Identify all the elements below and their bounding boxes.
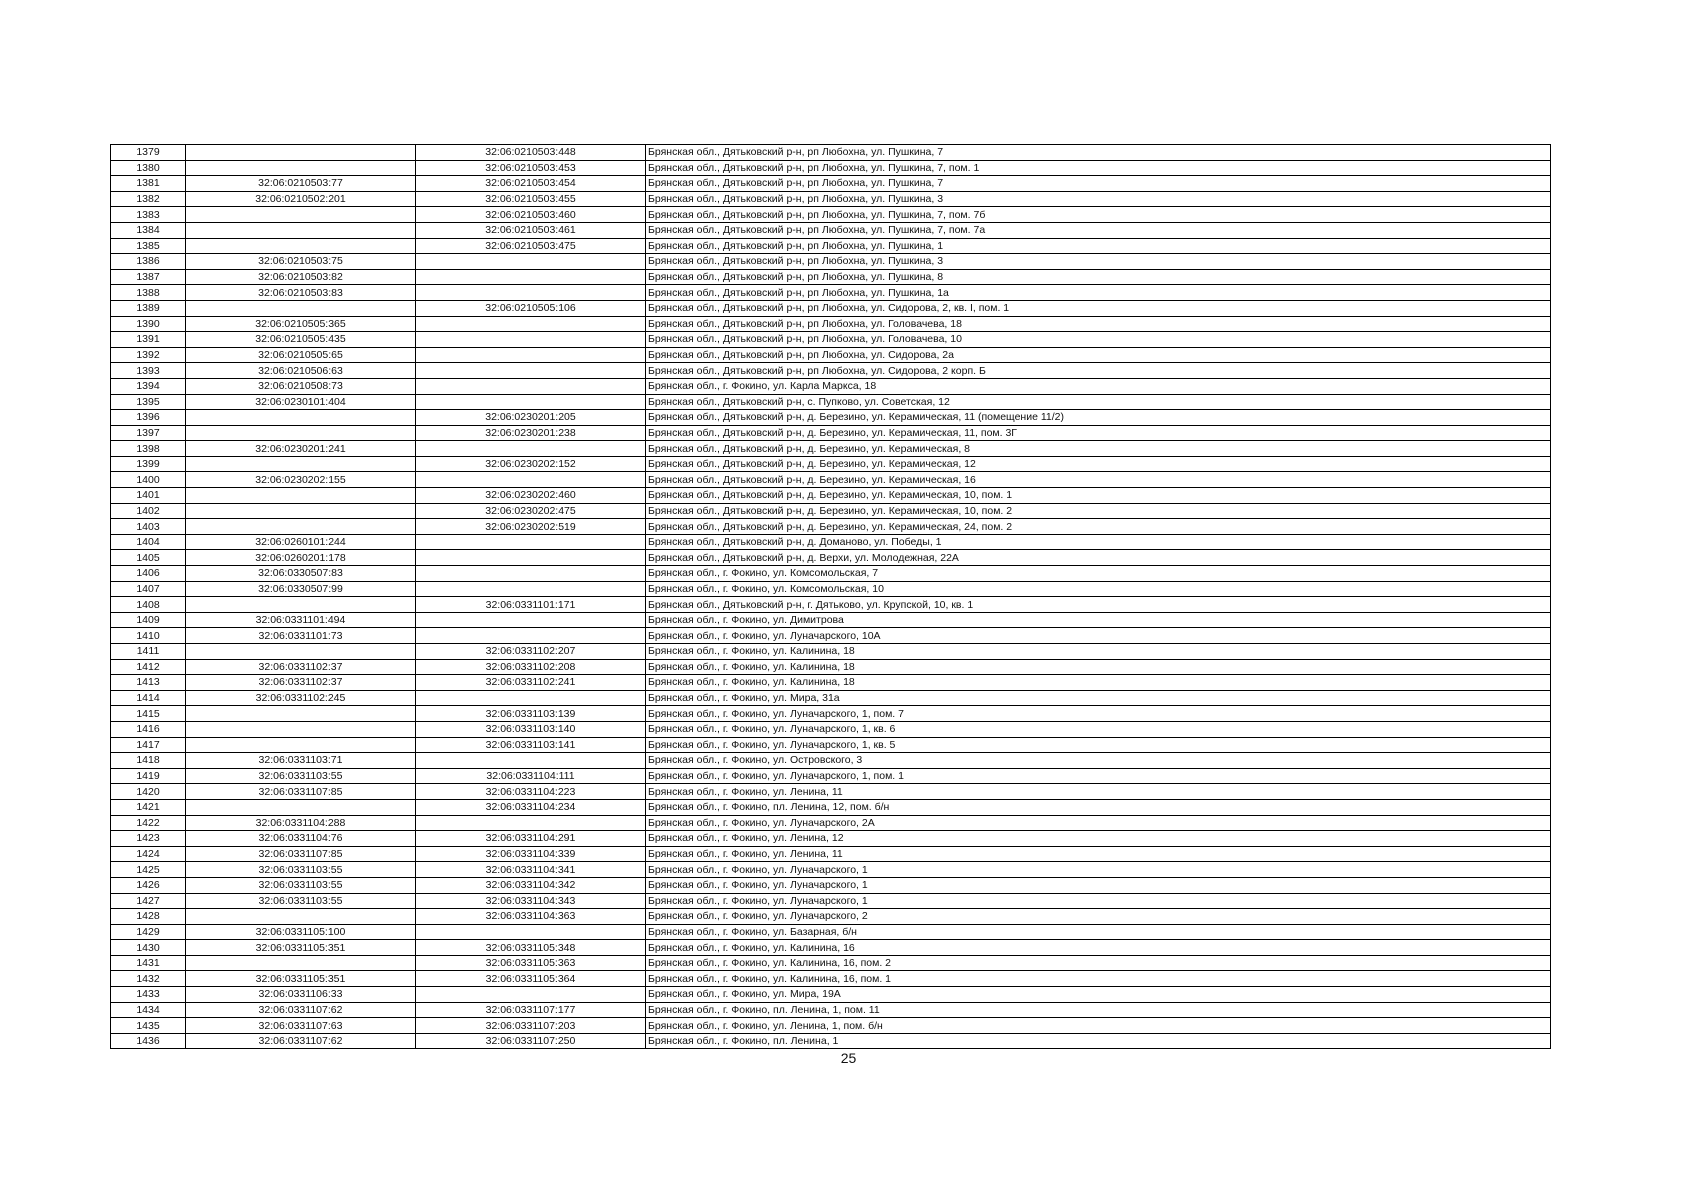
row-number-cell: 1386 [111, 254, 186, 270]
land-cadastral-number-cell [186, 425, 416, 441]
land-cadastral-number-cell: 32:06:0210506:63 [186, 363, 416, 379]
land-cadastral-number-cell: 32:06:0331107:63 [186, 1018, 416, 1034]
row-number-cell: 1411 [111, 644, 186, 660]
building-cadastral-number-cell: 32:06:0331105:363 [416, 955, 646, 971]
row-number-cell: 1388 [111, 285, 186, 301]
table-row [111, 971, 1551, 987]
land-cadastral-number-cell: 32:06:0230101:404 [186, 394, 416, 410]
table-row [111, 285, 1551, 301]
address-cell: Брянская обл., г. Фокино, ул. Калинина, 18 [646, 675, 1551, 691]
address-cell: Брянская обл., Дятьковский р-н, рп Любохна, ул. Пушкина, 3 [646, 254, 1551, 270]
address-cell: Брянская обл., Дятьковский р-н, рп Любохна, ул. Сидорова, 2, кв. I, пом. 1 [646, 300, 1551, 316]
row-number-cell: 1383 [111, 207, 186, 223]
building-cadastral-number-cell: 32:06:0210505:106 [416, 300, 646, 316]
land-cadastral-number-cell: 32:06:0331105:351 [186, 940, 416, 956]
building-cadastral-number-cell [416, 612, 646, 628]
table-row [111, 503, 1551, 519]
row-number-cell: 1396 [111, 410, 186, 426]
table-row [111, 815, 1551, 831]
address-cell: Брянская обл., г. Фокино, ул. Димитрова [646, 612, 1551, 628]
address-cell: Брянская обл., г. Фокино, пл. Ленина, 12, пом. б/н [646, 799, 1551, 815]
building-cadastral-number-cell: 32:06:0331104:111 [416, 768, 646, 784]
address-cell: Брянская обл., г. Фокино, ул. Луначарского, 1 [646, 862, 1551, 878]
building-cadastral-number-cell [416, 378, 646, 394]
building-cadastral-number-cell: 32:06:0331104:363 [416, 909, 646, 925]
address-cell: Брянская обл., г. Фокино, ул. Калинина, 16 [646, 940, 1551, 956]
table-row [111, 706, 1551, 722]
table-row [111, 534, 1551, 550]
table-row [111, 987, 1551, 1003]
table-row [111, 222, 1551, 238]
building-cadastral-number-cell [416, 987, 646, 1003]
table-row [111, 145, 1551, 161]
address-cell: Брянская обл., Дятьковский р-н, рп Любохна, ул. Пушкина, 1а [646, 285, 1551, 301]
row-number-cell: 1418 [111, 753, 186, 769]
land-cadastral-number-cell: 32:06:0260201:178 [186, 550, 416, 566]
land-cadastral-number-cell: 32:06:0331102:245 [186, 690, 416, 706]
building-cadastral-number-cell [416, 441, 646, 457]
row-number-cell: 1409 [111, 612, 186, 628]
building-cadastral-number-cell [416, 534, 646, 550]
land-cadastral-number-cell: 32:06:0331107:85 [186, 846, 416, 862]
table-row [111, 1033, 1551, 1049]
address-cell: Брянская обл., Дятьковский р-н, д. Березино, ул. Керамическая, 12 [646, 456, 1551, 472]
address-cell: Брянская обл., г. Фокино, ул. Луначарского, 2А [646, 815, 1551, 831]
building-cadastral-number-cell: 32:06:0210503:448 [416, 145, 646, 161]
table-row [111, 566, 1551, 582]
land-cadastral-number-cell [186, 597, 416, 613]
row-number-cell: 1423 [111, 831, 186, 847]
row-number-cell: 1426 [111, 877, 186, 893]
building-cadastral-number-cell [416, 566, 646, 582]
table-row [111, 628, 1551, 644]
row-number-cell: 1384 [111, 222, 186, 238]
row-number-cell: 1382 [111, 191, 186, 207]
table-row [111, 1002, 1551, 1018]
land-cadastral-number-cell: 32:06:0331104:288 [186, 815, 416, 831]
address-cell: Брянская обл., г. Фокино, ул. Ленина, 12 [646, 831, 1551, 847]
building-cadastral-number-cell [416, 394, 646, 410]
address-cell: Брянская обл., Дятьковский р-н, рп Любохна, ул. Пушкина, 8 [646, 269, 1551, 285]
land-cadastral-number-cell [186, 456, 416, 472]
building-cadastral-number-cell [416, 363, 646, 379]
land-cadastral-number-cell: 32:06:0331106:33 [186, 987, 416, 1003]
address-cell: Брянская обл., Дятьковский р-н, д. Березино, ул. Керамическая, 24, пом. 2 [646, 519, 1551, 535]
table-row [111, 784, 1551, 800]
address-cell: Брянская обл., г. Фокино, ул. Калинина, 16, пом. 2 [646, 955, 1551, 971]
building-cadastral-number-cell [416, 347, 646, 363]
address-cell: Брянская обл., г. Фокино, ул. Ленина, 1, пом. б/н [646, 1018, 1551, 1034]
address-cell: Брянская обл., г. Фокино, ул. Луначарского, 2 [646, 909, 1551, 925]
land-cadastral-number-cell: 32:06:0331103:55 [186, 768, 416, 784]
row-number-cell: 1392 [111, 347, 186, 363]
row-number-cell: 1397 [111, 425, 186, 441]
building-cadastral-number-cell [416, 285, 646, 301]
building-cadastral-number-cell: 32:06:0331102:208 [416, 659, 646, 675]
table-row [111, 831, 1551, 847]
land-cadastral-number-cell [186, 737, 416, 753]
land-cadastral-number-cell [186, 207, 416, 223]
table-row [111, 176, 1551, 192]
land-cadastral-number-cell: 32:06:0230201:241 [186, 441, 416, 457]
address-cell: Брянская обл., г. Фокино, ул. Луначарского, 1 [646, 877, 1551, 893]
address-cell: Брянская обл., г. Фокино, ул. Мира, 19А [646, 987, 1551, 1003]
table-row [111, 893, 1551, 909]
land-cadastral-number-cell [186, 488, 416, 504]
row-number-cell: 1389 [111, 300, 186, 316]
building-cadastral-number-cell [416, 332, 646, 348]
address-cell: Брянская обл., Дятьковский р-н, рп Любохна, ул. Сидорова, 2а [646, 347, 1551, 363]
building-cadastral-number-cell [416, 316, 646, 332]
address-cell: Брянская обл., г. Фокино, ул. Луначарского, 1 [646, 893, 1551, 909]
building-cadastral-number-cell [416, 254, 646, 270]
address-cell: Брянская обл., г. Фокино, ул. Луначарского, 1, кв. 6 [646, 721, 1551, 737]
building-cadastral-number-cell: 32:06:0331104:339 [416, 846, 646, 862]
table-row [111, 519, 1551, 535]
row-number-cell: 1385 [111, 238, 186, 254]
building-cadastral-number-cell: 32:06:0230202:519 [416, 519, 646, 535]
address-cell: Брянская обл., Дятьковский р-н, д. Березино, ул. Керамическая, 8 [646, 441, 1551, 457]
land-cadastral-number-cell: 32:06:0331101:73 [186, 628, 416, 644]
address-cell: Брянская обл., Дятьковский р-н, рп Любохна, ул. Пушкина, 7 [646, 176, 1551, 192]
row-number-cell: 1402 [111, 503, 186, 519]
building-cadastral-number-cell: 32:06:0210503:461 [416, 222, 646, 238]
address-cell: Брянская обл., Дятьковский р-н, рп Любохна, ул. Пушкина, 7, пом. 7б [646, 207, 1551, 223]
row-number-cell: 1421 [111, 799, 186, 815]
building-cadastral-number-cell [416, 269, 646, 285]
building-cadastral-number-cell: 32:06:0331104:342 [416, 877, 646, 893]
table-row [111, 644, 1551, 660]
building-cadastral-number-cell: 32:06:0210503:455 [416, 191, 646, 207]
building-cadastral-number-cell: 32:06:0331105:348 [416, 940, 646, 956]
address-cell: Брянская обл., Дятьковский р-н, д. Березино, ул. Керамическая, 10, пом. 2 [646, 503, 1551, 519]
row-number-cell: 1415 [111, 706, 186, 722]
land-cadastral-number-cell: 32:06:0260101:244 [186, 534, 416, 550]
land-cadastral-number-cell: 32:06:0210503:83 [186, 285, 416, 301]
land-cadastral-number-cell: 32:06:0331107:85 [186, 784, 416, 800]
address-cell: Брянская обл., Дятьковский р-н, д. Доманово, ул. Победы, 1 [646, 534, 1551, 550]
table-row [111, 363, 1551, 379]
address-cell: Брянская обл., г. Фокино, ул. Ленина, 11 [646, 784, 1551, 800]
land-cadastral-number-cell: 32:06:0331101:494 [186, 612, 416, 628]
address-cell: Брянская обл., Дятьковский р-н, д. Березино, ул. Керамическая, 10, пом. 1 [646, 488, 1551, 504]
land-cadastral-number-cell: 32:06:0210503:75 [186, 254, 416, 270]
building-cadastral-number-cell: 32:06:0331102:241 [416, 675, 646, 691]
building-cadastral-number-cell [416, 753, 646, 769]
land-cadastral-number-cell: 32:06:0331105:100 [186, 924, 416, 940]
address-cell: Брянская обл., Дятьковский р-н, рп Любохна, ул. Пушкина, 3 [646, 191, 1551, 207]
row-number-cell: 1403 [111, 519, 186, 535]
table-row [111, 955, 1551, 971]
building-cadastral-number-cell [416, 581, 646, 597]
row-number-cell: 1405 [111, 550, 186, 566]
table-row [111, 191, 1551, 207]
address-cell: Брянская обл., Дятьковский р-н, д. Березино, ул. Керамическая, 11 (помещение 11/2) [646, 410, 1551, 426]
land-cadastral-number-cell: 32:06:0230202:155 [186, 472, 416, 488]
land-cadastral-number-cell: 32:06:0210505:65 [186, 347, 416, 363]
building-cadastral-number-cell [416, 690, 646, 706]
row-number-cell: 1435 [111, 1018, 186, 1034]
building-cadastral-number-cell: 32:06:0331104:341 [416, 862, 646, 878]
building-cadastral-number-cell: 32:06:0230202:152 [416, 456, 646, 472]
land-cadastral-number-cell: 32:06:0331103:71 [186, 753, 416, 769]
row-number-cell: 1428 [111, 909, 186, 925]
building-cadastral-number-cell: 32:06:0331104:343 [416, 893, 646, 909]
row-number-cell: 1427 [111, 893, 186, 909]
building-cadastral-number-cell: 32:06:0331103:139 [416, 706, 646, 722]
address-cell: Брянская обл., г. Фокино, ул. Калинина, 18 [646, 659, 1551, 675]
table-row [111, 238, 1551, 254]
building-cadastral-number-cell: 32:06:0230202:475 [416, 503, 646, 519]
land-cadastral-number-cell [186, 799, 416, 815]
row-number-cell: 1379 [111, 145, 186, 161]
table-row [111, 862, 1551, 878]
land-cadastral-number-cell: 32:06:0331103:55 [186, 893, 416, 909]
address-cell: Брянская обл., Дятьковский р-н, рп Любохна, ул. Головачева, 10 [646, 332, 1551, 348]
row-number-cell: 1380 [111, 160, 186, 176]
building-cadastral-number-cell: 32:06:0331103:140 [416, 721, 646, 737]
table-row [111, 940, 1551, 956]
land-cadastral-number-cell: 32:06:0210508:73 [186, 378, 416, 394]
address-cell: Брянская обл., Дятьковский р-н, рп Любохна, ул. Сидорова, 2 корп. Б [646, 363, 1551, 379]
row-number-cell: 1400 [111, 472, 186, 488]
address-cell: Брянская обл., г. Фокино, ул. Ленина, 11 [646, 846, 1551, 862]
building-cadastral-number-cell: 32:06:0331102:207 [416, 644, 646, 660]
row-number-cell: 1393 [111, 363, 186, 379]
table-row [111, 877, 1551, 893]
table-row [111, 675, 1551, 691]
address-cell: Брянская обл., Дятьковский р-н, рп Любохна, ул. Пушкина, 7, пом. 7а [646, 222, 1551, 238]
page-number: 25 [840, 1050, 857, 1066]
address-cell: Брянская обл., г. Фокино, ул. Луначарского, 1, пом. 1 [646, 768, 1551, 784]
row-number-cell: 1404 [111, 534, 186, 550]
row-number-cell: 1412 [111, 659, 186, 675]
land-cadastral-number-cell [186, 955, 416, 971]
building-cadastral-number-cell [416, 924, 646, 940]
address-cell: Брянская обл., г. Фокино, ул. Калинина, 16, пом. 1 [646, 971, 1551, 987]
row-number-cell: 1408 [111, 597, 186, 613]
table-row [111, 597, 1551, 613]
table-row [111, 612, 1551, 628]
table-row [111, 737, 1551, 753]
address-cell: Брянская обл., г. Фокино, пл. Ленина, 1 [646, 1033, 1551, 1049]
row-number-cell: 1413 [111, 675, 186, 691]
table-row [111, 659, 1551, 675]
address-cell: Брянская обл., г. Фокино, ул. Комсомольская, 10 [646, 581, 1551, 597]
table-row [111, 254, 1551, 270]
land-cadastral-number-cell: 32:06:0331102:37 [186, 659, 416, 675]
land-cadastral-number-cell [186, 145, 416, 161]
land-cadastral-number-cell: 32:06:0331103:55 [186, 862, 416, 878]
land-cadastral-number-cell: 32:06:0331102:37 [186, 675, 416, 691]
table-row [111, 160, 1551, 176]
land-cadastral-number-cell [186, 519, 416, 535]
building-cadastral-number-cell: 32:06:0230201:205 [416, 410, 646, 426]
row-number-cell: 1417 [111, 737, 186, 753]
address-cell: Брянская обл., Дятьковский р-н, г. Дятьково, ул. Крупской, 10, кв. 1 [646, 597, 1551, 613]
address-cell: Брянская обл., г. Фокино, ул. Луначарского, 1, кв. 5 [646, 737, 1551, 753]
row-number-cell: 1434 [111, 1002, 186, 1018]
address-cell: Брянская обл., г. Фокино, пл. Ленина, 1, пом. 11 [646, 1002, 1551, 1018]
row-number-cell: 1390 [111, 316, 186, 332]
table-row [111, 1018, 1551, 1034]
row-number-cell: 1399 [111, 456, 186, 472]
land-cadastral-number-cell: 32:06:0210502:201 [186, 191, 416, 207]
row-number-cell: 1425 [111, 862, 186, 878]
table-row [111, 456, 1551, 472]
table-row [111, 846, 1551, 862]
table-row [111, 799, 1551, 815]
land-cadastral-number-cell: 32:06:0330507:99 [186, 581, 416, 597]
row-number-cell: 1430 [111, 940, 186, 956]
land-cadastral-number-cell [186, 503, 416, 519]
address-cell: Брянская обл., г. Фокино, ул. Комсомольская, 7 [646, 566, 1551, 582]
building-cadastral-number-cell: 32:06:0210503:454 [416, 176, 646, 192]
land-cadastral-number-cell [186, 909, 416, 925]
land-cadastral-number-cell [186, 410, 416, 426]
table-row [111, 721, 1551, 737]
row-number-cell: 1422 [111, 815, 186, 831]
building-cadastral-number-cell: 32:06:0331104:291 [416, 831, 646, 847]
building-cadastral-number-cell: 32:06:0331105:364 [416, 971, 646, 987]
table-row [111, 332, 1551, 348]
building-cadastral-number-cell: 32:06:0331107:177 [416, 1002, 646, 1018]
row-number-cell: 1394 [111, 378, 186, 394]
land-cadastral-number-cell: 32:06:0331104:76 [186, 831, 416, 847]
table-row [111, 441, 1551, 457]
address-cell: Брянская обл., Дятьковский р-н, д. Березино, ул. Керамическая, 16 [646, 472, 1551, 488]
land-cadastral-number-cell [186, 721, 416, 737]
row-number-cell: 1431 [111, 955, 186, 971]
table-row [111, 924, 1551, 940]
building-cadastral-number-cell: 32:06:0331104:223 [416, 784, 646, 800]
table-row [111, 909, 1551, 925]
table-row [111, 394, 1551, 410]
table-row [111, 753, 1551, 769]
building-cadastral-number-cell: 32:06:0331103:141 [416, 737, 646, 753]
building-cadastral-number-cell: 32:06:0230201:238 [416, 425, 646, 441]
row-number-cell: 1387 [111, 269, 186, 285]
building-cadastral-number-cell [416, 628, 646, 644]
land-cadastral-number-cell: 32:06:0210503:82 [186, 269, 416, 285]
row-number-cell: 1419 [111, 768, 186, 784]
building-cadastral-number-cell: 32:06:0210503:460 [416, 207, 646, 223]
row-number-cell: 1407 [111, 581, 186, 597]
building-cadastral-number-cell [416, 550, 646, 566]
land-cadastral-number-cell [186, 644, 416, 660]
land-cadastral-number-cell [186, 238, 416, 254]
cadastral-table [110, 144, 1551, 1049]
building-cadastral-number-cell: 32:06:0210503:475 [416, 238, 646, 254]
row-number-cell: 1395 [111, 394, 186, 410]
row-number-cell: 1391 [111, 332, 186, 348]
land-cadastral-number-cell: 32:06:0331103:55 [186, 877, 416, 893]
row-number-cell: 1406 [111, 566, 186, 582]
row-number-cell: 1424 [111, 846, 186, 862]
building-cadastral-number-cell [416, 815, 646, 831]
row-number-cell: 1410 [111, 628, 186, 644]
land-cadastral-number-cell [186, 222, 416, 238]
land-cadastral-number-cell [186, 706, 416, 722]
building-cadastral-number-cell: 32:06:0230202:460 [416, 488, 646, 504]
row-number-cell: 1432 [111, 971, 186, 987]
table-row [111, 300, 1551, 316]
address-cell: Брянская обл., Дятьковский р-н, рп Любохна, ул. Пушкина, 7, пом. 1 [646, 160, 1551, 176]
table-row [111, 581, 1551, 597]
land-cadastral-number-cell [186, 160, 416, 176]
address-cell: Брянская обл., Дятьковский р-н, рп Любохна, ул. Пушкина, 1 [646, 238, 1551, 254]
table-row [111, 488, 1551, 504]
land-cadastral-number-cell: 32:06:0331107:62 [186, 1033, 416, 1049]
table-body [111, 145, 1551, 1049]
row-number-cell: 1436 [111, 1033, 186, 1049]
address-cell: Брянская обл., Дятьковский р-н, рп Любохна, ул. Пушкина, 7 [646, 145, 1551, 161]
land-cadastral-number-cell: 32:06:0210503:77 [186, 176, 416, 192]
row-number-cell: 1429 [111, 924, 186, 940]
table-row [111, 378, 1551, 394]
row-number-cell: 1398 [111, 441, 186, 457]
address-cell: Брянская обл., г. Фокино, ул. Карла Маркса, 18 [646, 378, 1551, 394]
row-number-cell: 1420 [111, 784, 186, 800]
row-number-cell: 1401 [111, 488, 186, 504]
land-cadastral-number-cell [186, 300, 416, 316]
address-cell: Брянская обл., Дятьковский р-н, с. Пупково, ул. Советская, 12 [646, 394, 1551, 410]
address-cell: Брянская обл., г. Фокино, ул. Мира, 31а [646, 690, 1551, 706]
address-cell: Брянская обл., г. Фокино, ул. Луначарского, 1, пом. 7 [646, 706, 1551, 722]
table-row [111, 768, 1551, 784]
row-number-cell: 1381 [111, 176, 186, 192]
land-cadastral-number-cell: 32:06:0331105:351 [186, 971, 416, 987]
address-cell: Брянская обл., г. Фокино, ул. Островского, 3 [646, 753, 1551, 769]
table-row [111, 207, 1551, 223]
address-cell: Брянская обл., г. Фокино, ул. Базарная, б/н [646, 924, 1551, 940]
land-cadastral-number-cell: 32:06:0210505:365 [186, 316, 416, 332]
row-number-cell: 1433 [111, 987, 186, 1003]
table-row [111, 550, 1551, 566]
table-row [111, 472, 1551, 488]
address-cell: Брянская обл., г. Фокино, ул. Калинина, 18 [646, 644, 1551, 660]
building-cadastral-number-cell [416, 472, 646, 488]
table-row [111, 690, 1551, 706]
land-cadastral-number-cell: 32:06:0330507:83 [186, 566, 416, 582]
table-row [111, 269, 1551, 285]
land-cadastral-number-cell: 32:06:0331107:62 [186, 1002, 416, 1018]
table-row [111, 347, 1551, 363]
address-cell: Брянская обл., г. Фокино, ул. Луначарского, 10А [646, 628, 1551, 644]
building-cadastral-number-cell: 32:06:0210503:453 [416, 160, 646, 176]
row-number-cell: 1414 [111, 690, 186, 706]
table-row [111, 316, 1551, 332]
address-cell: Брянская обл., Дятьковский р-н, рп Любохна, ул. Головачева, 18 [646, 316, 1551, 332]
building-cadastral-number-cell: 32:06:0331101:171 [416, 597, 646, 613]
building-cadastral-number-cell: 32:06:0331107:250 [416, 1033, 646, 1049]
building-cadastral-number-cell: 32:06:0331107:203 [416, 1018, 646, 1034]
table-row [111, 425, 1551, 441]
table-row [111, 410, 1551, 426]
address-cell: Брянская обл., Дятьковский р-н, д. Березино, ул. Керамическая, 11, пом. 3Г [646, 425, 1551, 441]
building-cadastral-number-cell: 32:06:0331104:234 [416, 799, 646, 815]
row-number-cell: 1416 [111, 721, 186, 737]
land-cadastral-number-cell: 32:06:0210505:435 [186, 332, 416, 348]
address-cell: Брянская обл., Дятьковский р-н, д. Верхи, ул. Молодежная, 22А [646, 550, 1551, 566]
